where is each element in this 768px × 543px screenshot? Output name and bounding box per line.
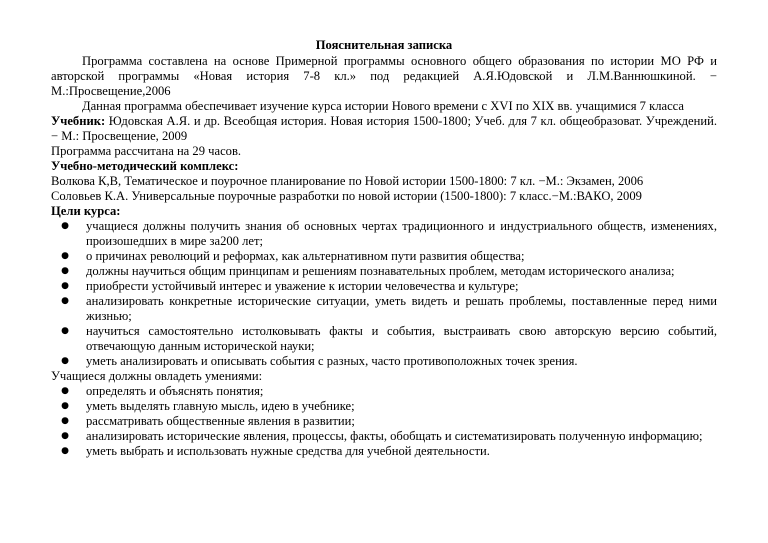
bullet-icon: ● [61, 356, 69, 366]
textbook-paragraph [51, 114, 717, 144]
goal-item: ● о причинах революций и реформах, как альтернативном пути развития общества; [61, 249, 525, 263]
intro-paragraph-scope: Данная программа обеспечивает изучение курса истории Нового времени с XVI по XIX вв. учащимися 7 класса [82, 99, 684, 113]
goals-heading: Цели курса: [51, 204, 121, 218]
bullet-icon: ● [61, 296, 69, 306]
goal-item: ● уметь анализировать и описывать события с разных, часто противоположных точек зрения. [61, 354, 578, 368]
skill-item: ● определять и объяснять понятия; [61, 384, 264, 398]
skills-heading: Учащиеся должны овладеть умениями: [51, 369, 263, 383]
bullet-icon: ● [61, 401, 69, 411]
complex-item: Соловьев К.А. Универсальные поурочные разработки по новой истории (1500-1800): 7 класс.−М.:ВАКО, 2009 [51, 189, 642, 203]
textbook-text: Юдовская А.Я. и др. Всеобщая история. Новая история 1500-1800; Учеб. для 7 кл. общеобразоват. Учреждений. − М.: Просвещение, 2009 [51, 114, 717, 143]
goal-item: ● анализировать конкретные исторические ситуации, уметь видеть и решать проблемы, поставленные перед ними жизнью; [61, 294, 717, 323]
goal-item: ● приобрести устойчивый интерес и уважение к истории человечества и культуре; [61, 279, 519, 293]
intro-paragraph: Программа составлена на основе Примерной программы основного общего образования по истории МО РФ и авторской программы «Новая история 7-8 кл.» под редакцией А.Я.Юдовской и Л.М.Ваннюшкиной. − М.:Просвещение,2006 [51, 54, 717, 98]
bullet-icon: ● [61, 251, 69, 261]
goal-item: ● научиться самостоятельно истолковывать факты и события, выстраивать свою авторскую версию событий, отвечающую данным исторической науки; [61, 324, 717, 353]
bullet-icon: ● [61, 386, 69, 396]
bullet-icon: ● [61, 431, 69, 441]
textbook-label: Учебник: [51, 114, 106, 128]
complex-item: Волкова К,В, Тематическое и поурочное планирование по Новой истории 1500-1800: 7 кл. −М.: Экзамен, 2006 [51, 174, 644, 188]
bullet-icon: ● [61, 266, 69, 276]
skill-item: ● рассматривать общественные явления в развитии; [61, 414, 355, 428]
skill-item: ● уметь выделять главную мысль, идею в учебнике; [61, 399, 355, 413]
bullet-icon: ● [61, 326, 69, 336]
bullet-icon: ● [61, 221, 69, 231]
skill-item: ● анализировать исторические явления, процессы, факты, обобщать и систематизировать полученную информацию; [61, 429, 703, 443]
goal-item: ● учащиеся должны получить знания об основных чертах традиционного и индустриального обществ, изменениях, произошедших в мире за200 лет; [61, 219, 717, 248]
bullet-icon: ● [61, 416, 69, 426]
goals-list [51, 219, 717, 369]
document-title: Пояснительная записка [315, 38, 453, 52]
bullet-icon: ● [61, 446, 69, 456]
skills-list [51, 384, 717, 459]
goal-item: ● должны научиться общим принципам и решениям познавательных проблем, методам исторического анализа; [61, 264, 675, 278]
skill-item: ● уметь выбрать и использовать нужные средства для учебной деятельности. [61, 444, 490, 458]
complex-heading: Учебно-методический комплекс: [51, 159, 239, 173]
hours-line: Программа рассчитана на 29 часов. [51, 144, 242, 158]
bullet-icon: ● [61, 281, 69, 291]
document-body [51, 38, 717, 459]
